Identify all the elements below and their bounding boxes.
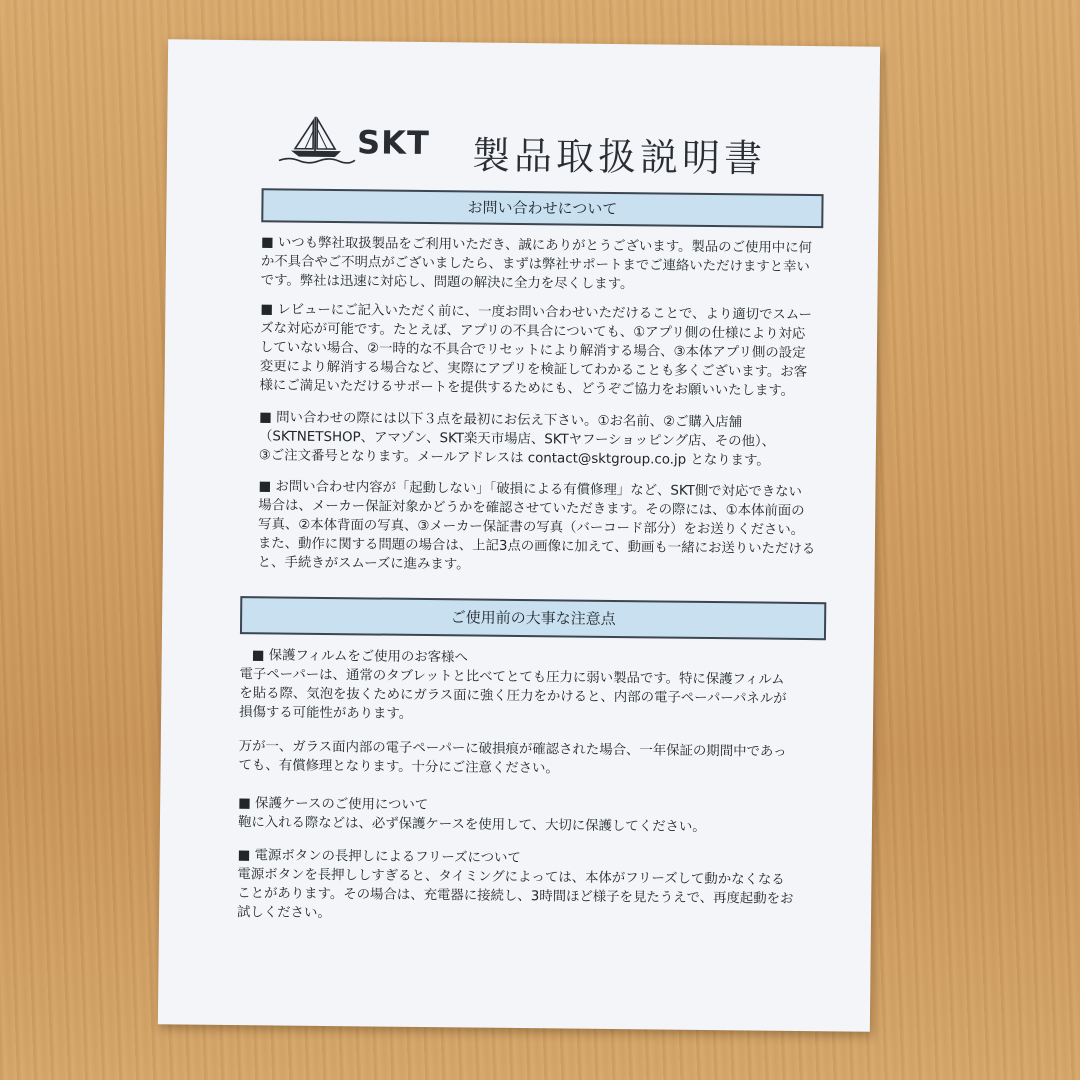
text-line: か不具合やご不明点がございましたら、まずは弊社サポートまでご連絡いただけますと幸い [260,254,810,276]
contact-paragraph-2 [259,300,812,401]
text-line: ③ご注文番号となります。メールアドレスは contact@sktgroup.co.jp となります。 [258,448,770,469]
manual-page [158,39,880,1031]
contact-paragraph-3 [259,408,776,470]
text-line: 場合は、メーカー保証対象かどうかを確認させていただきます。その際には、①本体前面の [258,498,805,519]
text-line: ■ いつも弊社取扱製品をご利用いただき、誠にありがとうございます。製品のご使用中に何 [260,235,813,257]
text-line: 様にご満足いただけるサポートを提供するためにも、どうぞご協力をお願いいたします。 [259,378,795,399]
text-line: （SKTNETSHOP、アマゾン、SKT楽天市場店、SKTヤフーショッピング店、その他）、 [258,429,776,450]
text-line: 電子ペーパーは、通常のタブレットと比べてとても圧力に弱い製品です。特に保護フィルム [239,667,785,688]
document-title: 製品取扱説明書 [471,133,767,181]
text-line: ■ 電源ボタンの長押しによるフリーズについて [237,848,521,867]
brand-name: SKT [356,123,430,163]
contact-paragraph-4 [258,477,816,578]
text-line: 変更により解消する場合など、実際にアプリを検証してわかることも多くございます。お客 [259,359,808,381]
sailboat-icon [277,110,358,171]
precaution-power-button [237,846,794,928]
text-line: ■ 保護ケースのご使用について [238,796,429,814]
contact-paragraph-1 [261,233,813,296]
precaution-repair [238,737,786,781]
text-line: と、手続きがスムーズに進みます。 [257,555,470,573]
text-line: 写真、②本体背面の写真、③メーカー保証書の写真（バーコード部分）をお送りください。 [258,517,805,538]
section-header-contact: お問い合わせについて [261,188,823,228]
text-line: ■ レビューにご記入いただく前に、一度お問い合わせいただけることで、より適切でスムー [260,302,812,324]
text-line: です。弊社は迅速に対応し、問題の解決に全力を尽くします。 [260,273,634,293]
text-line: ても、有償修理となります。十分にご注意ください。 [238,758,559,777]
text-line: ズな対応が可能です。たとえば、アプリの不具合についても、①アプリ側の仕様により対応 [260,321,806,342]
precaution-case [238,794,706,837]
brand-logo [277,110,438,172]
text-line: 万が一、ガラス面内部の電子ペーパーに破損痕が確認された場合、一年保証の期間中であっ [238,739,787,760]
text-line: していない場合、②一時的な不具合でリセットにより解消する場合、③本体アプリ側の設定 [259,340,806,361]
text-line: ■ お問い合わせ内容が「起動しない」「破損による有償修理」など、SKT側で対応できない [258,479,803,500]
text-line: を貼る際、気泡を抜くためにガラス面に強く圧力をかけると、内部の電子ペーパーパネルが [239,686,787,707]
text-line: ■ 問い合わせの際には以下３点を最初にお伝え下さい。①お名前、②ご購入店舗 [259,410,743,431]
precaution-film [239,646,787,728]
section-header-precautions: ご使用前の大事な注意点 [240,596,826,640]
text-line: 試しください。 [236,905,331,922]
text-line: 損傷する可能性があります。 [239,705,413,722]
text-line: 電源ボタンを長押ししすぎると、タイミングによっては、本体がフリーズして動かなくなる [237,867,785,888]
text-line: ことがあります。その場合は、充電器に接続し、3時間ほど様子を見たうえで、再度起動をお [237,886,794,907]
text-line: ■ 保護フィルムをご使用のお客様へ [251,648,468,666]
text-line: 鞄に入れる際などは、必ず保護ケースを使用して、大切に保護してください。 [237,815,706,835]
text-line: また、動作に関する問題の場合は、上記3点の画像に加えて、動画も一緒にお送りいただける [257,536,816,558]
